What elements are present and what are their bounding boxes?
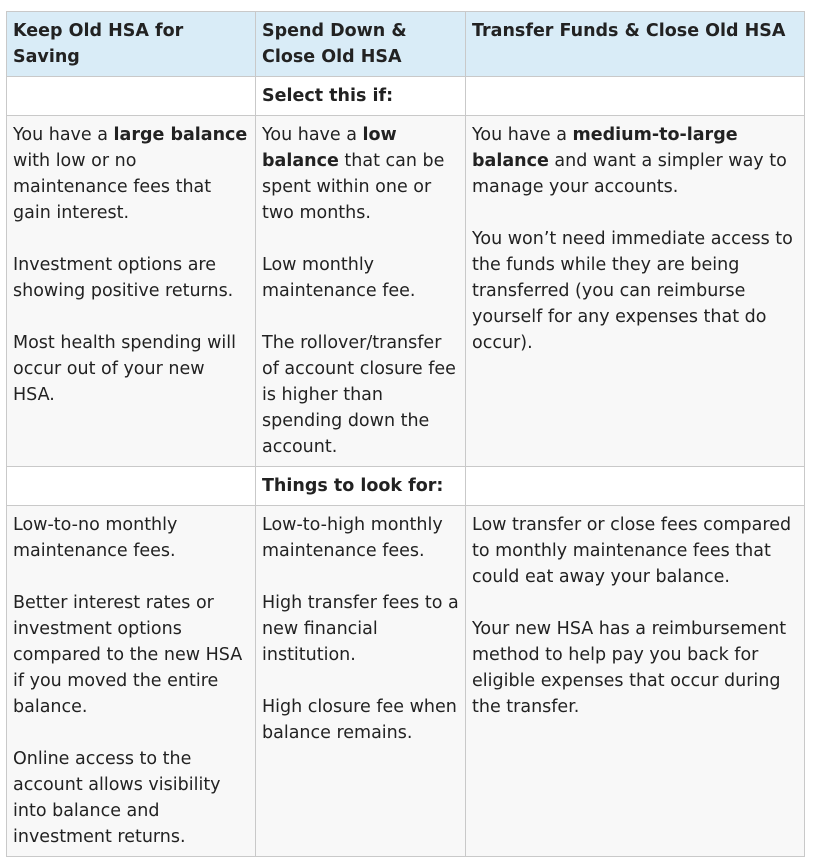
section-empty-cell <box>7 467 256 506</box>
header-spend-down: Spend Down & Close Old HSA <box>256 12 466 77</box>
section-empty-cell <box>7 77 256 116</box>
header-transfer-funds: Transfer Funds & Close Old HSA <box>466 12 805 77</box>
select-row <box>7 116 805 467</box>
paragraph: Most health spending will occur out of your new HSA. <box>13 333 237 405</box>
emphasis: low balance <box>262 125 397 171</box>
section-empty-cell <box>466 467 805 506</box>
paragraph: High closure fee when balance remains. <box>262 697 457 743</box>
paragraph <box>13 122 249 226</box>
hsa-options-table-container <box>6 11 805 857</box>
select-cell-transfer <box>466 116 805 467</box>
section-empty-cell <box>466 77 805 116</box>
select-cell-keep <box>7 116 256 467</box>
section-label-look: Things to look for: <box>256 467 466 506</box>
paragraph <box>472 122 798 200</box>
text: that can be spent within one or two months. <box>262 151 445 223</box>
header-row <box>7 12 805 77</box>
emphasis: large balance <box>113 125 248 145</box>
paragraph: You won’t need immediate access to the funds while they are being transferred (you can reimburse yourself for any expenses that do occur). <box>472 229 793 353</box>
paragraph: Low-to-no monthly maintenance fees. <box>13 515 178 561</box>
text: You have a <box>472 125 573 145</box>
text: with low or no maintenance fees that gain interest. <box>13 151 212 223</box>
paragraph: The rollover/transfer of account closure fee is higher than spending down the account. <box>262 333 456 457</box>
paragraph: Low monthly maintenance fee. <box>262 255 416 301</box>
look-cell-spend <box>256 506 466 857</box>
text: You have a <box>13 125 114 145</box>
paragraph: Online access to the account allows visibility into balance and investment returns. <box>13 749 221 847</box>
look-cell-keep <box>7 506 256 857</box>
paragraph: High transfer fees to a new financial institution. <box>262 593 459 665</box>
look-row <box>7 506 805 857</box>
look-cell-transfer <box>466 506 805 857</box>
paragraph: Better interest rates or investment options compared to the new HSA if you moved the entire balance. <box>13 593 243 717</box>
hsa-options-table <box>6 11 805 857</box>
section-row-look <box>7 467 805 506</box>
paragraph <box>262 122 459 226</box>
emphasis: medium-to-large balance <box>472 125 738 171</box>
text: You have a <box>262 125 363 145</box>
paragraph: Investment options are showing positive returns. <box>13 255 234 301</box>
select-cell-spend <box>256 116 466 467</box>
paragraph: Low-to-high monthly maintenance fees. <box>262 515 443 561</box>
header-keep-old-hsa: Keep Old HSA for Saving <box>7 12 256 77</box>
section-row-select <box>7 77 805 116</box>
section-label-select: Select this if: <box>256 77 466 116</box>
text: and want a simpler way to manage your accounts. <box>472 151 787 197</box>
paragraph: Low transfer or close fees compared to monthly maintenance fees that could eat away your balance. <box>472 515 792 587</box>
paragraph: Your new HSA has a reimbursement method to help pay you back for eligible expenses that occur during the transfer. <box>472 619 787 717</box>
